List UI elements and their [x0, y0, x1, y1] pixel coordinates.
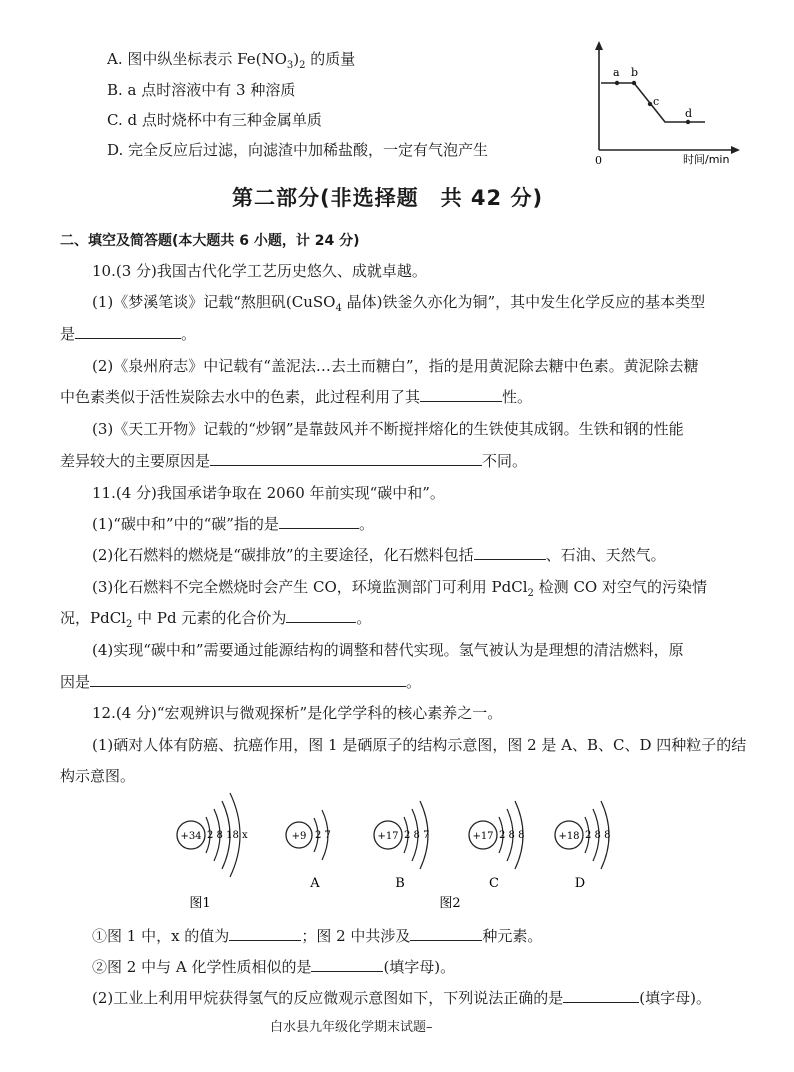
q9-a-sub2: 2	[299, 60, 306, 71]
section2-title: 二、填空及简答题(本大题共 6 小题，计 24 分)	[60, 233, 360, 249]
graph-point-c	[648, 102, 652, 106]
q12-answer-blank-3[interactable]	[311, 957, 383, 972]
graph-origin: 0	[595, 154, 602, 167]
q11-part4-line1: (4)实现“碳中和”需要通过能源结构的调整和替代实现。氢气被认为是理想的清洁燃料，原	[92, 641, 684, 659]
q10-part1-line2	[60, 323, 196, 344]
q12-answer-blank-2[interactable]	[410, 926, 482, 941]
q10-part2-line2	[60, 386, 532, 407]
q9-option-d: D. 完全反应后过滤，向滤渣中加稀盐酸，一定有气泡产生	[107, 141, 489, 159]
q10-p1b-post: 。	[181, 325, 197, 343]
atom-a-charge: +9	[291, 831, 307, 842]
graph-label-d: d	[685, 107, 693, 120]
graph-label-a: a	[613, 66, 620, 79]
q11-part2	[92, 544, 666, 565]
q11-p3a-post: 检测 CO 对空气的污染情	[533, 578, 707, 596]
q9-a-sub: 3	[286, 60, 294, 71]
figure-2-label: 图2	[439, 896, 461, 910]
q10-stem: 10.(3 分)我国古代化学工艺历史悠久、成就卓越。	[92, 262, 427, 280]
atom-b-charge: +17	[377, 831, 399, 842]
q9-option-c: C. d 点时烧杯中有三种金属单质	[107, 111, 322, 129]
part2-title: 第二部分(非选择题 共 42 分)	[232, 186, 544, 210]
q10-p1a-post: 晶体)铁釜久亦化为铜”，其中发生化学反应的基本类型	[341, 293, 706, 311]
atom-b-electrons: 2 8 7	[404, 830, 430, 841]
atom-se-charge: +34	[180, 831, 202, 842]
atom-c-electrons: 2 8 8	[499, 830, 525, 841]
atom-d	[555, 801, 610, 891]
q12-part1-line2: 构示意图。	[60, 767, 136, 785]
q9-graph	[585, 38, 745, 168]
atom-c-charge: +17	[472, 831, 494, 842]
q9-a-close: )	[293, 50, 300, 68]
figure-1-label: 图1	[189, 896, 211, 910]
q9-option-b: B. a 点时溶液中有 3 种溶质	[107, 81, 296, 99]
q11-part3-line2	[60, 607, 371, 630]
q11-part1	[92, 513, 374, 534]
q10-p1a-text: (1)《梦溪笔谈》记载“熬胆矾(CuSO	[92, 293, 336, 311]
q9-option-a	[107, 48, 355, 71]
q10-p3b-text: 差异较大的主要原因是	[60, 452, 211, 470]
q11-p3b-sub: 2	[125, 619, 133, 630]
atom-c	[469, 801, 524, 891]
q11-p3b-mid: 中 Pd 元素的化合价为	[132, 609, 287, 627]
q11-stem: 11.(4 分)我国承诺争取在 2060 年前实现“碳中和”。	[92, 484, 445, 502]
q11-answer-blank-4[interactable]	[90, 672, 406, 687]
atom-d-electrons: 2 8 8	[585, 830, 611, 841]
q11-answer-blank-3[interactable]	[286, 608, 356, 623]
q10-part1-line1	[92, 291, 705, 314]
graph-x-label: 时间/min	[683, 153, 730, 166]
q10-p1b-text: 是	[60, 325, 76, 343]
q11-answer-blank-1[interactable]	[279, 514, 359, 529]
graph-label-c: c	[653, 95, 660, 108]
atom-a	[286, 810, 331, 891]
atom-se-electrons: 2 8 18 x	[207, 830, 248, 841]
q10-part2-line1: (2)《泉州府志》中记载有“盖泥法…去土而糖白”，指的是用黄泥除去糖中色素。黄泥除去糖	[92, 357, 699, 375]
q10-p1a-sub: 4	[335, 303, 342, 314]
page-footer: 白水县九年级化学期末试题–	[270, 1020, 433, 1035]
q12-answer-blank-1[interactable]	[229, 926, 301, 941]
q11-part3-line1	[92, 576, 707, 599]
atom-se	[177, 793, 248, 877]
q11-p3b-post: 。	[356, 609, 372, 627]
q12-stem: 12.(4 分)“宏观辨识与微观探析”是化学学科的核心素养之一。	[92, 704, 503, 722]
graph-y-arrow	[595, 41, 603, 50]
q12-sub2	[92, 956, 455, 977]
q10-p2b-text: 中色素类似于活性炭除去水中的色素，此过程利用了其	[60, 388, 421, 406]
q11-p1-post: 。	[358, 515, 374, 533]
q10-answer-blank-2[interactable]	[420, 387, 502, 402]
q11-p4b-text: 因是	[60, 673, 91, 691]
q12-answer-blank-4[interactable]	[563, 988, 639, 1003]
atom-a-electrons: 2 7	[315, 830, 331, 841]
q11-answer-blank-2[interactable]	[474, 545, 546, 560]
q10-p3b-post: 不同。	[482, 452, 528, 470]
graph-x-arrow	[731, 146, 740, 154]
atom-diagrams	[160, 790, 630, 910]
q12-part1-line1: (1)硒对人体有防癌、抗癌作用，图 1 是硒原子的结构示意图，图 2 是 A、B、C、D 四种粒子的结	[92, 736, 747, 754]
q10-answer-blank-1[interactable]	[75, 324, 181, 339]
q9-a-text: A. 图中纵坐标表示 Fe(NO	[107, 50, 287, 68]
q12-s2-text: ②图 2 中与 A 化学性质相似的是	[92, 958, 312, 976]
q12-s1-mid: ；图 2 中共涉及	[301, 927, 411, 945]
q11-p2-text: (2)化石燃料的燃烧是“碳排放”的主要途径，化石燃料包括	[92, 546, 474, 564]
q12-p2-post: (填字母)。	[639, 989, 711, 1007]
q12-sub1	[92, 925, 542, 946]
q11-p4b-post: 。	[406, 673, 422, 691]
q9-a-end: 的质量	[305, 50, 356, 68]
graph-label-b: b	[631, 66, 639, 79]
atom-a-label: A	[310, 876, 320, 891]
q11-p3a-sub: 2	[527, 588, 534, 599]
atom-c-label: C	[489, 876, 499, 891]
graph-point-a	[615, 81, 619, 85]
atom-d-charge: +18	[558, 831, 580, 842]
q10-answer-blank-3[interactable]	[210, 451, 482, 466]
atom-b-label: B	[395, 876, 405, 891]
atom-d-label: D	[574, 876, 586, 891]
atom-b	[374, 801, 429, 891]
q11-p2-post: 、石油、天然气。	[545, 546, 666, 564]
q12-s1-post: 种元素。	[482, 927, 543, 945]
q12-s2-post: (填字母)。	[383, 958, 456, 976]
q12-part2	[92, 987, 711, 1008]
q10-part3-line1: (3)《天工开物》记载的“炒钢”是靠鼓风并不断搅拌熔化的生铁使其成钢。生铁和钢的性能	[92, 420, 684, 438]
q11-p1-text: (1)“碳中和”中的“碳”指的是	[92, 515, 279, 533]
q12-p2-text: (2)工业上利用甲烷获得氢气的反应微观示意图如下，下列说法正确的是	[92, 989, 564, 1007]
q12-s1-text: ①图 1 中，x 的值为	[92, 927, 230, 945]
q11-p3b-text: 况，PdCl	[60, 609, 126, 627]
q10-p2b-post: 性。	[502, 388, 533, 406]
q11-part4-line2	[60, 671, 421, 692]
graph-point-d	[686, 120, 690, 124]
q11-p3a-text: (3)化石燃料不完全燃烧时会产生 CO，环境监测部门可利用 PdCl	[92, 578, 528, 596]
q10-part3-line2	[60, 450, 527, 471]
graph-point-b	[632, 81, 636, 85]
